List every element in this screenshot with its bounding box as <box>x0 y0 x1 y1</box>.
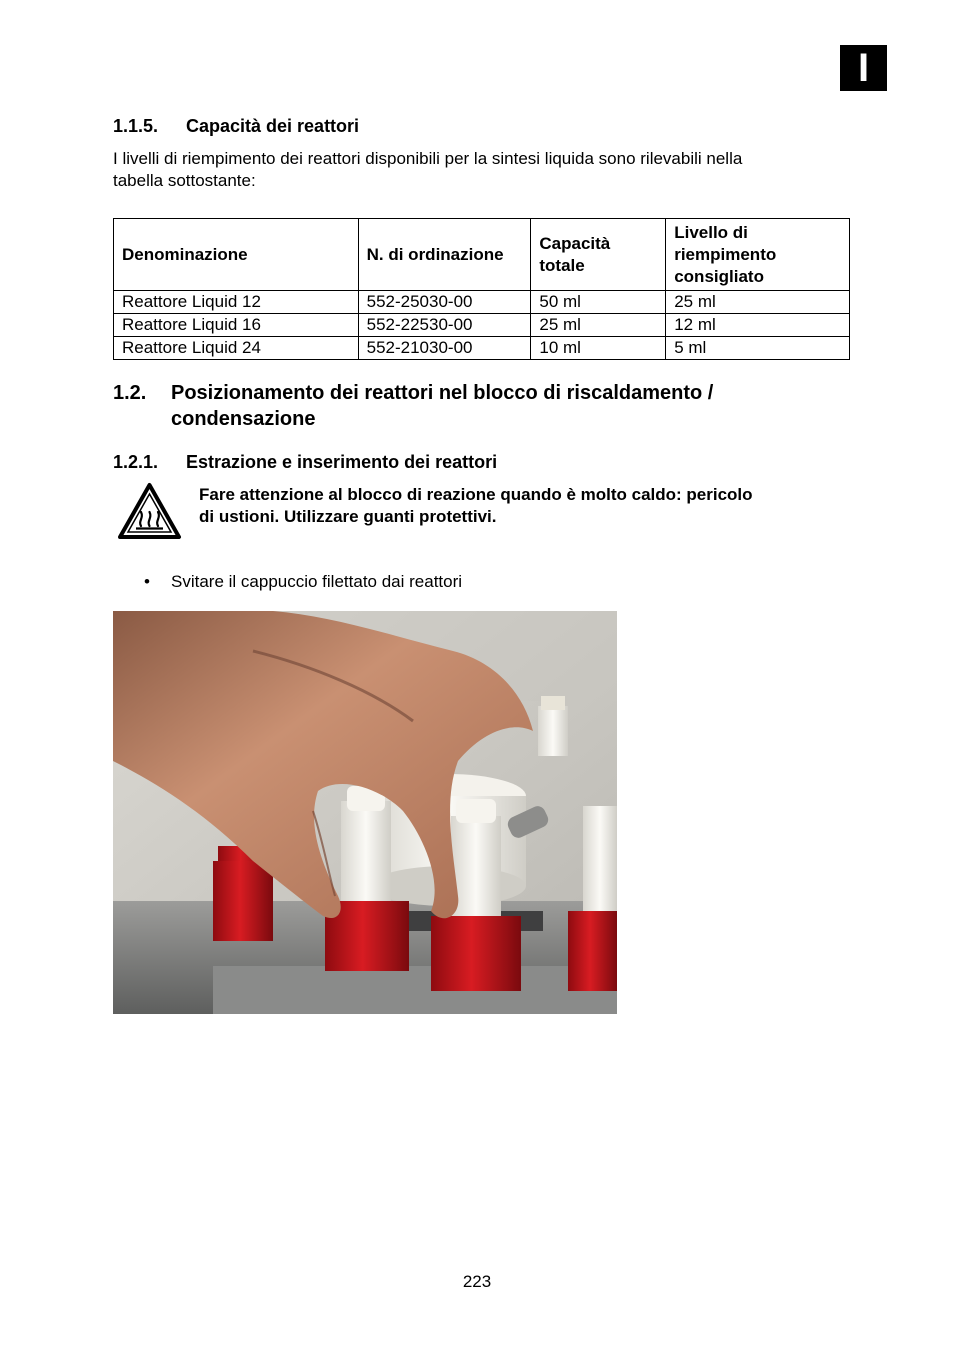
header-line: Capacità <box>539 233 611 253</box>
section-title: Capacità dei reattori <box>186 116 360 136</box>
warning-line: di ustioni. Utilizzare guanti protettivi. <box>199 507 497 526</box>
header-fill-level <box>666 219 850 291</box>
section-title-line: condensazione <box>171 408 316 430</box>
section-number: 1.2. <box>113 382 147 404</box>
header-order-number: N. di ordinazione <box>358 219 531 291</box>
cell-capacity: 50 ml <box>531 291 666 314</box>
header-line: consigliato <box>674 266 764 286</box>
cell-capacity: 10 ml <box>531 337 666 360</box>
header-denominazione: Denominazione <box>114 219 359 291</box>
cell-capacity: 25 ml <box>531 314 666 337</box>
header-total-capacity <box>531 219 666 291</box>
cell-fill-level: 12 ml <box>666 314 850 337</box>
hot-surface-warning-icon <box>117 482 182 540</box>
section-title-line: Posizionamento dei reattori nel blocco di riscaldamento / <box>171 382 714 404</box>
table-row <box>114 337 850 360</box>
header-line: riempimento <box>674 244 777 264</box>
header-line: Livello di <box>674 222 748 242</box>
section-1-1-5-heading <box>113 115 359 137</box>
section-1-2-1-heading <box>113 451 497 473</box>
bullet-symbol: • <box>144 572 150 591</box>
bullet-text: Svitare il cappuccio filettato dai reattori <box>171 572 463 591</box>
bullet-item <box>144 571 462 593</box>
intro-line: I livelli di riempimento dei reattori disponibili per la sintesi liquida sono rilevabili nella <box>113 149 743 168</box>
section-title: Estrazione e inserimento dei reattori <box>186 452 498 472</box>
intro-line: tabella sottostante: <box>113 171 256 190</box>
cell-order-number: 552-25030-00 <box>358 291 531 314</box>
cell-name: Reattore Liquid 12 <box>114 291 359 314</box>
reactor-capacity-table <box>113 218 850 360</box>
language-tab: I <box>840 45 887 91</box>
cell-order-number: 552-22530-00 <box>358 314 531 337</box>
warning-line: Fare attenzione al blocco di reazione quando è molto caldo: pericolo <box>199 485 753 504</box>
reactor-unscrewing-photo <box>113 611 617 1014</box>
cell-name: Reattore Liquid 24 <box>114 337 359 360</box>
cell-fill-level: 25 ml <box>666 291 850 314</box>
section-number: 1.2.1. <box>113 452 159 472</box>
table-header-row <box>114 219 850 291</box>
section-number: 1.1.5. <box>113 116 159 136</box>
cell-fill-level: 5 ml <box>666 337 850 360</box>
warning-text <box>199 484 849 528</box>
cell-order-number: 552-21030-00 <box>358 337 531 360</box>
page-number: 223 <box>462 1272 492 1291</box>
cell-name: Reattore Liquid 16 <box>114 314 359 337</box>
table-row <box>114 291 850 314</box>
table-row <box>114 314 850 337</box>
section-1-2-heading <box>113 380 853 432</box>
intro-paragraph <box>113 148 853 192</box>
header-line: totale <box>539 255 585 275</box>
